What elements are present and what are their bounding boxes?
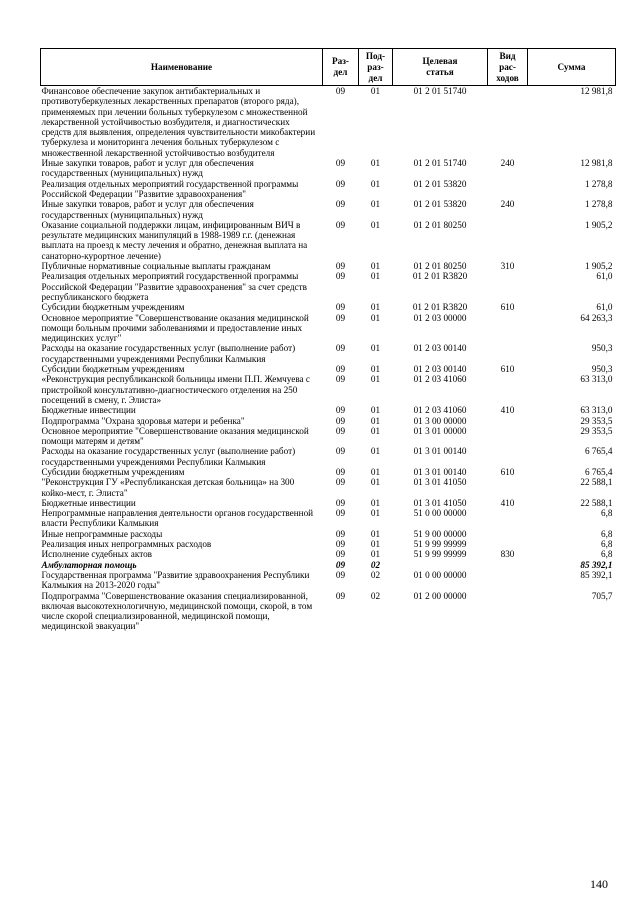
row-expense-type [488, 374, 528, 405]
row-expense-type: 610 [500, 466, 515, 477]
row-name: Основное мероприятие "Совершенствование оказания медицинской помощи матерям и детям" [41, 425, 309, 447]
row-sum: 64 263,3 [580, 312, 613, 323]
header-expense-type: Вид рас- ходов [488, 49, 528, 86]
row-name: Бюджетные инвестиции [41, 497, 136, 508]
row-expense-type [488, 508, 528, 529]
table-row [41, 508, 616, 529]
row-target: 01 2 01 53820 [413, 178, 467, 189]
row-expense-type [488, 343, 528, 364]
row-expense-type: 310 [500, 261, 515, 272]
header-podrazdel: Под- раз- дел [359, 49, 393, 86]
row-podrazdel: 01 [370, 528, 381, 539]
row-sum: 12 981,8 [580, 86, 613, 96]
row-target: 01 2 01 51740 [413, 86, 467, 96]
row-expense-type [488, 539, 528, 549]
table-row [41, 302, 616, 312]
table-body [41, 86, 616, 632]
row-expense-type [488, 313, 528, 344]
table-row [41, 426, 616, 447]
row-name: Публичные нормативные социальные выплаты гражданам [41, 261, 271, 272]
row-razdel: 09 [335, 446, 346, 457]
row-name: Субсидии бюджетным учреждениям [41, 302, 185, 313]
row-target: 01 2 01 51740 [413, 158, 467, 169]
row-podrazdel: 02 [370, 559, 381, 570]
table-row [41, 416, 616, 426]
row-razdel: 09 [335, 343, 346, 354]
table-row [41, 261, 616, 271]
row-name: Реализация отдельных мероприятий государственной программы Российской Федерации "Развитие здравоохранения" [41, 178, 299, 199]
row-sum: 1 905,2 [584, 219, 613, 230]
row-name: Финансовое обеспечение закупок антибактериальных и противотуберкулезных лекарственных препаратов (второго ряда), применяемых при лечении больных туберкулезом с множественной лекарственной устойчивостью возбудителя, и диагностических средств для выявления, определения чувствительности микобактерии туберкулеза и мониторинга лечения больных туберкулезом с множественной лекарственной устойчивостью возбудителя [41, 86, 316, 158]
row-podrazdel: 01 [370, 158, 381, 169]
row-target: 01 3 01 41050 [413, 497, 467, 508]
row-name: Иные закупки товаров, работ и услуг для обеспечения государственных (муниципальных) нужд [41, 199, 254, 220]
row-sum: 6 765,4 [584, 446, 613, 457]
row-expense-type [488, 220, 528, 261]
row-sum: 61,0 [596, 302, 613, 313]
table-row [41, 271, 616, 302]
row-target: 01 2 01 80250 [413, 219, 467, 230]
row-podrazdel: 01 [370, 219, 381, 230]
row-target: 01 2 00 00000 [413, 590, 467, 601]
table-row [41, 560, 616, 570]
table-row [41, 313, 616, 344]
table-row [41, 405, 616, 415]
budget-table [40, 48, 616, 632]
row-name: Непрограммные направления деятельности органов государственной власти Республики Калмыкия [41, 508, 314, 529]
row-target: 01 2 01 R3820 [412, 271, 468, 282]
row-expense-type [488, 570, 528, 591]
row-razdel: 09 [335, 508, 346, 519]
row-podrazdel: 01 [370, 405, 381, 416]
row-razdel: 09 [335, 199, 346, 210]
row-expense-type: 240 [500, 199, 515, 210]
row-target: 01 3 01 00000 [413, 425, 467, 436]
table-row [41, 477, 616, 498]
row-target: 01 2 03 00140 [413, 343, 467, 354]
row-razdel: 09 [335, 312, 346, 323]
row-expense-type [488, 446, 528, 467]
row-sum: 63 313,0 [580, 405, 613, 416]
row-podrazdel: 01 [370, 497, 381, 508]
row-expense-type [488, 426, 528, 447]
table-row [41, 220, 616, 261]
row-expense-type: 830 [500, 549, 515, 560]
row-expense-type: 610 [500, 302, 515, 313]
row-podrazdel: 01 [370, 508, 381, 519]
header-name: Наименование [41, 49, 323, 86]
row-target: 51 9 99 99999 [413, 549, 467, 560]
row-name: «Реконструкция республиканской больницы имени П.П. Жемчуева с пристройкой консультативно-диагностического отделения на 250 посещений в смену, г. Элиста» [41, 374, 311, 405]
row-sum: 85 392,1 [580, 559, 613, 570]
row-sum: 29 353,5 [580, 415, 613, 426]
row-razdel: 09 [335, 405, 346, 416]
table-row [41, 199, 616, 220]
table-row [41, 467, 616, 477]
row-target: 51 9 99 99999 [413, 539, 467, 550]
row-expense-type [488, 591, 528, 632]
table-header-row [41, 49, 616, 86]
row-name: Иные непрограммные расходы [41, 528, 163, 539]
table-row [41, 86, 616, 159]
row-sum: 61,0 [596, 271, 613, 282]
row-target: 01 2 03 41060 [413, 374, 467, 385]
row-name: Субсидии бюджетным учреждениям [41, 364, 185, 375]
row-name: Иные закупки товаров, работ и услуг для обеспечения государственных (муниципальных) нужд [41, 158, 254, 179]
row-name: Исполнение судебных актов [41, 549, 153, 560]
row-name: Реализация иных непрограммных расходов [41, 539, 212, 550]
row-target: 01 3 01 00140 [413, 466, 467, 477]
row-razdel: 09 [335, 466, 346, 477]
row-podrazdel: 02 [370, 590, 381, 601]
row-podrazdel: 01 [370, 343, 381, 354]
table-row [41, 591, 616, 632]
row-name: Расходы на оказание государственных услуг (выполнение работ) государственными учреждениями Республики Калмыкия [41, 446, 296, 467]
header-sum: Сумма [528, 49, 616, 86]
row-sum: 950,3 [591, 364, 613, 375]
row-expense-type [488, 529, 528, 539]
row-sum: 29 353,5 [580, 425, 613, 436]
row-podrazdel: 01 [370, 446, 381, 457]
row-podrazdel: 01 [370, 466, 381, 477]
table-row [41, 446, 616, 467]
row-name: Реализация отдельных мероприятий государственной программы Российской Федерации "Развитие здравоохранения" за счет средств республиканского бюджета [41, 271, 307, 302]
row-target: 01 3 01 41050 [413, 477, 467, 488]
row-sum: 85 392,1 [580, 569, 613, 580]
row-expense-type [488, 560, 528, 570]
row-podrazdel: 01 [370, 271, 381, 282]
row-podrazdel: 02 [370, 569, 381, 580]
row-sum: 6,8 [601, 539, 613, 550]
header-target: Целевая статья [393, 49, 488, 86]
row-target: 01 2 03 00140 [413, 364, 467, 375]
row-podrazdel: 01 [370, 302, 381, 313]
row-sum: 6,8 [601, 549, 613, 560]
row-target: 51 9 00 00000 [413, 528, 467, 539]
row-podrazdel: 01 [370, 199, 381, 210]
header-razdel: Раз- дел [323, 49, 359, 86]
row-target [393, 560, 488, 570]
row-sum: 1 278,8 [584, 199, 613, 210]
row-name: Субсидии бюджетным учреждениям [41, 466, 185, 477]
row-razdel: 09 [335, 559, 346, 570]
row-sum: 63 313,0 [580, 374, 613, 385]
row-podrazdel: 01 [370, 261, 381, 272]
table-row [41, 549, 616, 559]
row-name: Оказание социальной поддержки лицам, инфицированным ВИЧ в результате медицинских манипуляций в 1988-1989 г.г. (денежная выплата на проезд к месту лечения и обратно, денежная выплата на санаторно-курортное лечение) [41, 219, 308, 261]
row-razdel: 09 [335, 86, 346, 96]
row-target: 01 3 00 00000 [413, 415, 467, 426]
row-sum: 1 905,2 [584, 261, 613, 272]
row-expense-type: 240 [500, 158, 515, 169]
row-sum: 6,8 [601, 528, 613, 539]
row-razdel: 09 [335, 539, 346, 550]
row-name: Бюджетные инвестиции [41, 405, 136, 416]
table-row [41, 158, 616, 179]
row-razdel: 09 [335, 590, 346, 601]
row-expense-type [488, 179, 528, 200]
row-sum: 705,7 [591, 590, 613, 601]
row-razdel: 09 [335, 528, 346, 539]
row-podrazdel: 01 [370, 425, 381, 436]
page-number: 140 [590, 877, 608, 891]
row-razdel: 09 [335, 415, 346, 426]
row-expense-type [488, 86, 528, 159]
row-razdel: 09 [335, 271, 346, 282]
row-expense-type [488, 477, 528, 498]
row-razdel: 09 [335, 477, 346, 488]
table-row [41, 539, 616, 549]
row-target: 01 0 00 00000 [413, 569, 467, 580]
row-podrazdel: 01 [370, 539, 381, 550]
row-target: 01 2 01 53820 [413, 199, 467, 210]
row-podrazdel: 01 [370, 364, 381, 375]
row-name: Расходы на оказание государственных услуг (выполнение работ) государственными учреждениями Республики Калмыкия [41, 343, 296, 364]
row-podrazdel: 01 [370, 312, 381, 323]
row-podrazdel: 01 [370, 477, 381, 488]
row-sum: 12 981,8 [580, 158, 613, 169]
row-expense-type: 410 [500, 405, 515, 416]
row-podrazdel: 01 [370, 86, 381, 96]
row-podrazdel: 01 [370, 415, 381, 426]
row-razdel: 09 [335, 374, 346, 385]
table-row [41, 570, 616, 591]
row-name: "Реконструкция ГУ «Республиканская детская больница» на 300 койко-мест, г. Элиста" [41, 477, 295, 498]
row-sum: 22 588,1 [580, 497, 613, 508]
row-podrazdel: 01 [370, 178, 381, 189]
row-target: 01 3 01 00140 [413, 446, 467, 457]
row-razdel: 09 [335, 364, 346, 375]
row-razdel: 09 [335, 178, 346, 189]
row-name: Государственная программа "Развитие здравоохранения Республики Калмыкия на 2013-2020 годы" [41, 569, 310, 591]
row-target: 01 2 03 41060 [413, 405, 467, 416]
row-expense-type: 610 [500, 364, 515, 375]
table-row [41, 179, 616, 200]
row-razdel: 09 [335, 549, 346, 560]
row-razdel: 09 [335, 158, 346, 169]
row-target: 51 0 00 00000 [413, 508, 467, 519]
row-sum: 6,8 [601, 508, 613, 519]
table-row [41, 343, 616, 364]
row-target: 01 2 01 80250 [413, 261, 467, 272]
row-target: 01 2 03 00000 [413, 312, 467, 323]
row-expense-type [488, 416, 528, 426]
row-name: Амбулаторная помощь [41, 559, 137, 570]
row-razdel: 09 [335, 261, 346, 272]
row-sum: 22 588,1 [580, 477, 613, 488]
row-podrazdel: 01 [370, 549, 381, 560]
row-podrazdel: 01 [370, 374, 381, 385]
row-target: 01 2 01 R3820 [412, 302, 468, 313]
row-razdel: 09 [335, 569, 346, 580]
row-razdel: 09 [335, 302, 346, 313]
row-name: Основное мероприятие "Совершенствование оказания медицинской помощи больным прочими заболеваниями и предоставление иных медицинских услуг" [41, 312, 309, 344]
table-row [41, 364, 616, 374]
row-razdel: 09 [335, 425, 346, 436]
row-name: Подпрограмма "Охрана здоровья матери и ребенка" [41, 415, 245, 426]
row-sum: 950,3 [591, 343, 613, 354]
table-row [41, 374, 616, 405]
table-row [41, 529, 616, 539]
row-razdel: 09 [335, 497, 346, 508]
row-sum: 6 765,4 [584, 466, 613, 477]
row-razdel: 09 [335, 219, 346, 230]
row-expense-type: 410 [500, 497, 515, 508]
row-name: Подпрограмма "Совершенствование оказания специализированной, включая высокотехнологичную, медицинской помощи, скорой, в том числе скорой специализированной, медицинской помощи, медицинской эвакуации" [41, 590, 313, 632]
budget-table-page [40, 48, 615, 632]
row-sum: 1 278,8 [584, 178, 613, 189]
row-expense-type [488, 271, 528, 302]
table-row [41, 498, 616, 508]
